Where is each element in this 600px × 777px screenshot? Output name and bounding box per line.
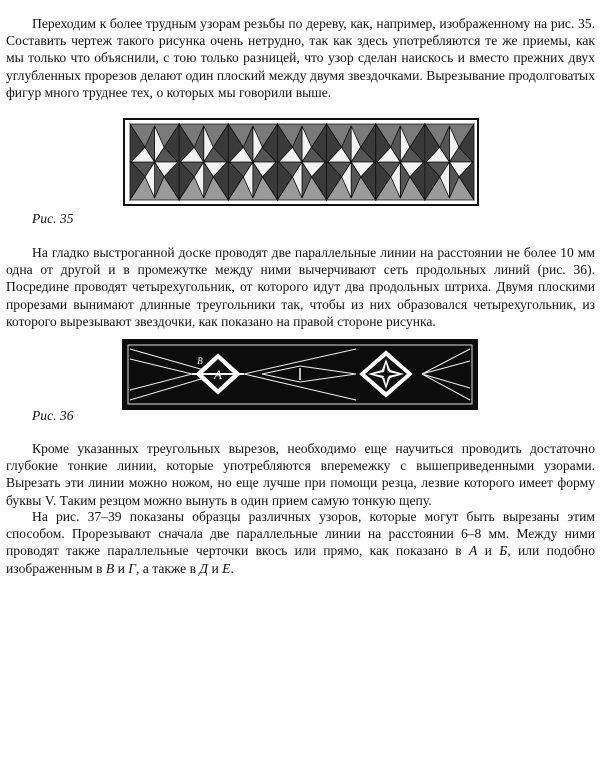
- figure-36: [122, 339, 478, 410]
- paragraph-4-text: На рис. 37–39 показаны образцы различных узоров, которые могут быть вырезаны этим способом. Прорезывают сначала две параллельные линии на расстоянии 6–8 мм. Между ними проводят также параллельные черточки вкось или прямо, как показано в: [6, 509, 595, 559]
- figure-36-label-v: В: [197, 356, 203, 366]
- star-motif: [228, 124, 277, 200]
- figure-36-carving: [122, 339, 478, 410]
- paragraph-3: Кроме указанных треугольных вырезов, необходимо еще научиться проводить достаточно глубокие тонкие линии, которые употребляются вперемежку с вышеприведенными узорами. Вырезать эти линии можно ножом, но еще лучше при помощи резца, лезвие которого имеет форму буквы V. Таким резцом можно вынуть в один прием самую тонкую щепу.: [6, 441, 595, 508]
- letter-e: Е: [222, 560, 231, 576]
- figure-36-label-b: Б: [382, 369, 390, 381]
- paragraph-4-mid: , или подобно изображенным в: [6, 543, 595, 576]
- letter-a: А: [469, 543, 478, 559]
- letter-b: Б: [499, 543, 508, 559]
- paragraph-4-end: .: [230, 560, 234, 576]
- letter-g: Г: [128, 560, 136, 576]
- figure-36-caption: Рис. 36: [32, 408, 74, 423]
- star-motif: [376, 124, 425, 200]
- paragraph-1: Переходим к более трудным узорам резьбы по дереву, как, например, изображенному на рис. 35. Составить чертеж такого рисунка очень нетрудно, так как здесь употребляются те же приемы, как мы только что объяснили, с тою только разницей, что узор сделан наискось и вместо прежних двух углубленных прорезов делают один плоский между двумя звездочками. Вырезывание продолговатых фигур много труднее тех, о которых мы говорили выше.: [6, 16, 595, 100]
- figure-35-carving: [122, 116, 482, 209]
- figure-35-caption: Рис. 35: [32, 211, 74, 226]
- star-motif: [130, 124, 179, 200]
- figure-35: [122, 116, 482, 209]
- paragraph-4-also: , а также в: [135, 560, 200, 576]
- star-motif: [179, 124, 228, 200]
- paragraph-4: [6, 508, 595, 577]
- paragraph-2: На гладко выстроганной доске проводят две параллельные линии на расстоянии не более 10 мм одна от другой и в промежутке между ними вычерчивают сеть продольных линий (рис. 36). Посредине проводят четырехугольник, от которого идут два продольных штриха. Двумя плоскими прорезами вынимают длинные треугольники так, чтобы из них образовался четырехугольник, из которого вырезывают звездочки, как показано на правой стороне рисунка.: [6, 245, 595, 329]
- letter-v: В: [105, 560, 115, 576]
- paragraph-4-conj: и: [114, 560, 129, 576]
- star-motif: [425, 124, 474, 200]
- paragraph-4-conj: и: [477, 543, 500, 559]
- figure-36-label-a: А: [214, 367, 222, 382]
- star-motif: [327, 124, 376, 200]
- star-motif: [277, 124, 326, 200]
- letter-d: Д: [199, 560, 209, 576]
- paragraph-4-conj: и: [208, 560, 223, 576]
